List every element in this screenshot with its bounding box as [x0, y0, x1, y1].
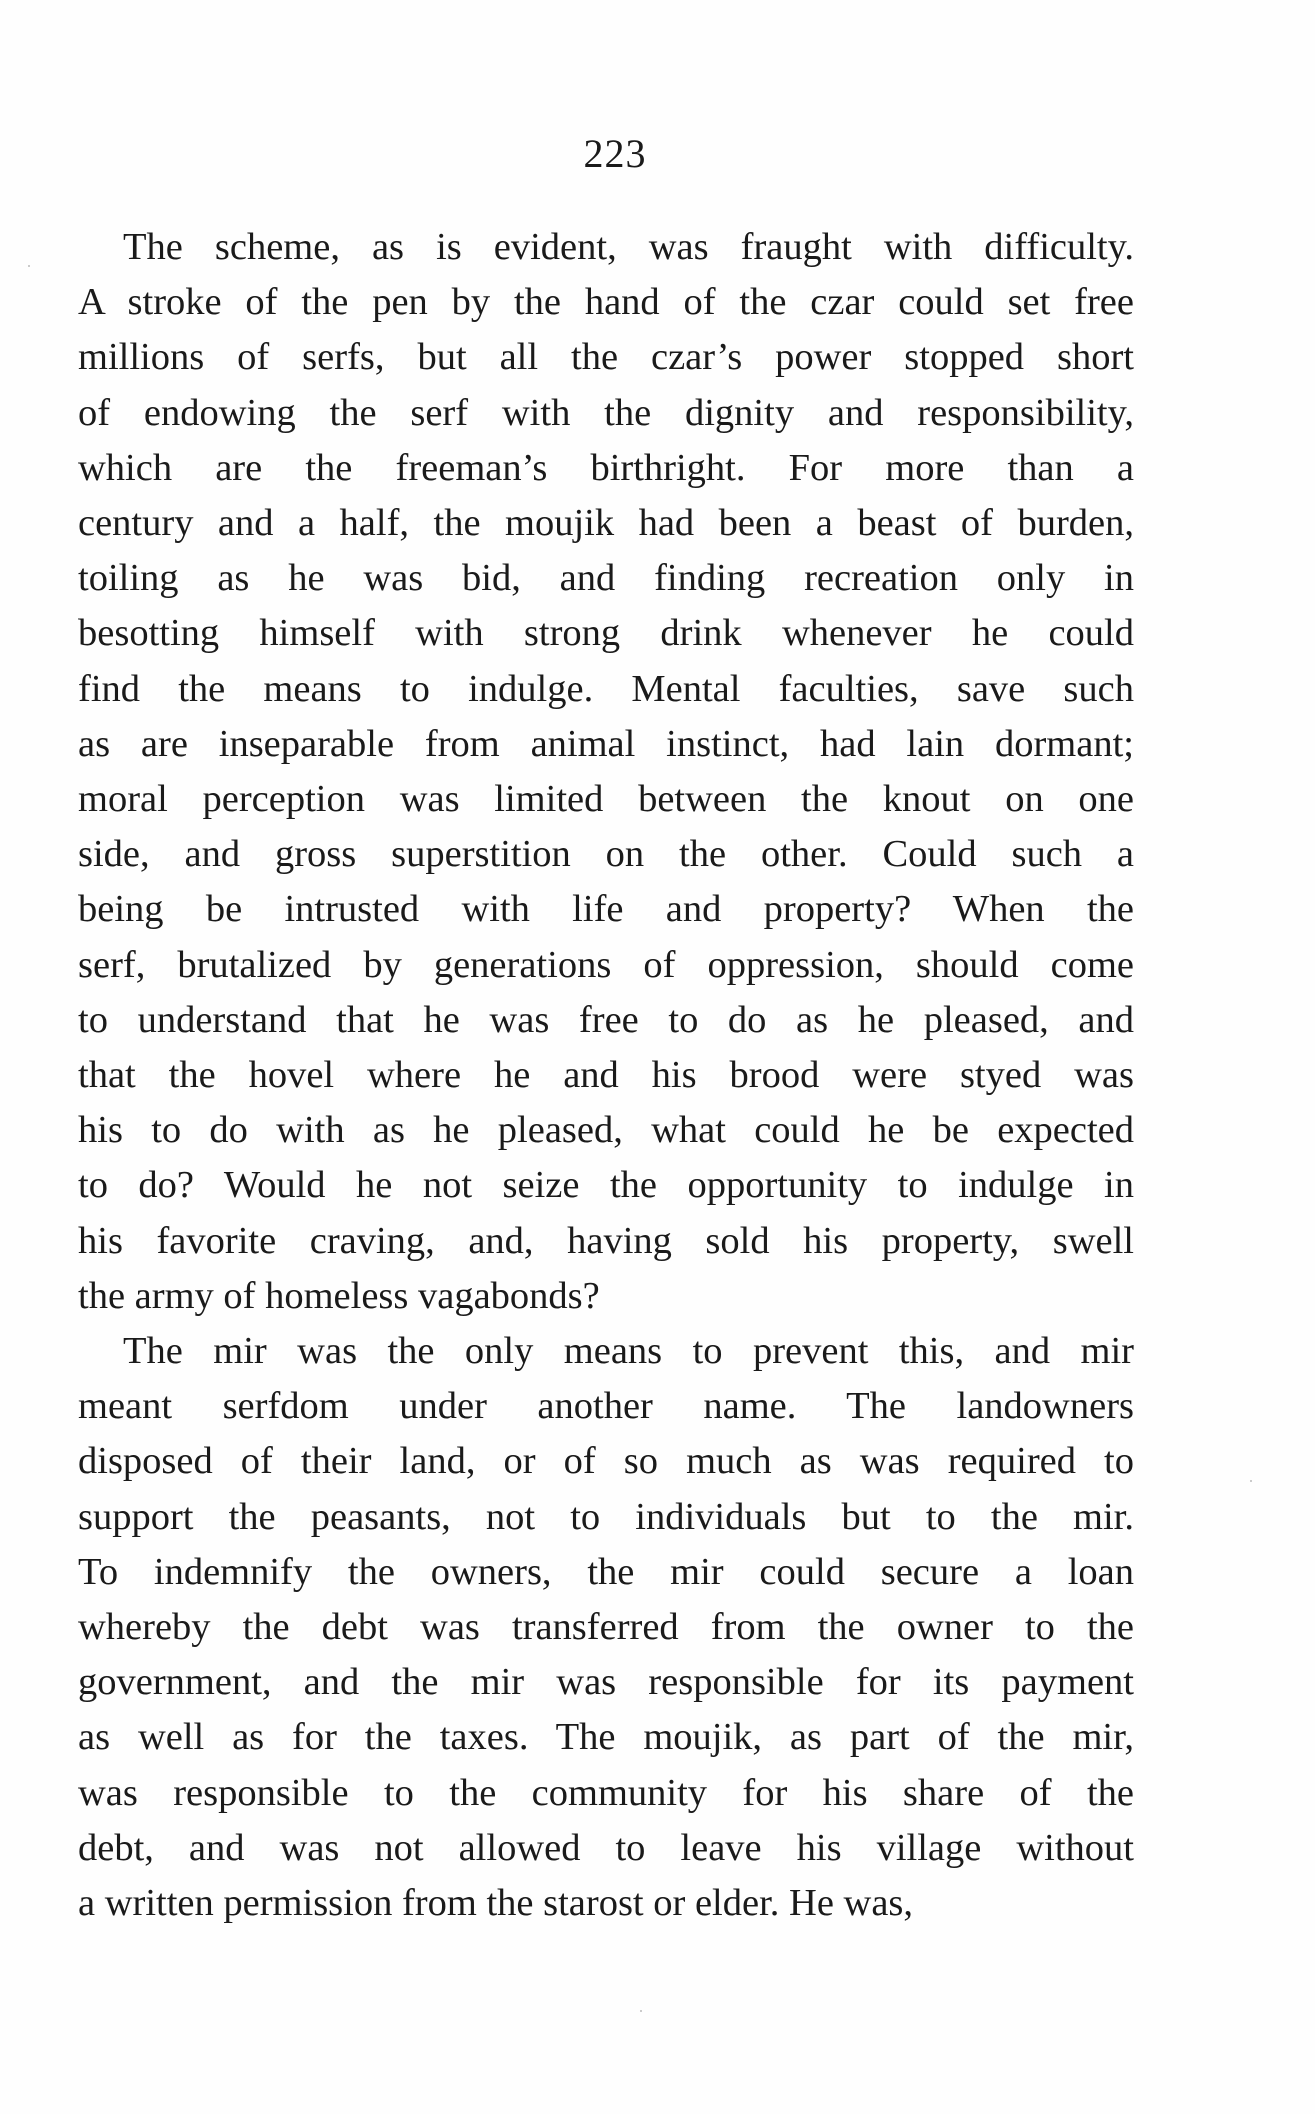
- text-line: to understand that he was free to do as he pleased, and: [78, 998, 1134, 1041]
- text-line: his to do with as he pleased, what could he be expected: [78, 1109, 1134, 1152]
- paper-speck: [1250, 1480, 1252, 1482]
- text-line: side, and gross superstition on the other. Could such a: [78, 833, 1134, 876]
- text-line: debt, and was not allowed to leave his village without: [78, 1826, 1134, 1869]
- text-line: disposed of their land, or of so much as was required to: [78, 1440, 1134, 1483]
- text-line: government, and the mir was responsible for its payment: [78, 1661, 1134, 1704]
- text-line: the army of homeless vagabonds?: [78, 1274, 600, 1317]
- text-line: A stroke of the pen by the hand of the czar could set free: [78, 281, 1134, 324]
- text-line: moral perception was limited between the knout on one: [78, 778, 1134, 821]
- text-line: To indemnify the owners, the mir could secure a loan: [78, 1550, 1134, 1593]
- text-line: toiling as he was bid, and finding recreation only in: [78, 557, 1134, 600]
- text-line: besotting himself with strong drink whenever he could: [78, 612, 1134, 655]
- paragraph: [78, 1324, 1134, 1931]
- text-line: support the peasants, not to individuals but to the mir.: [78, 1495, 1134, 1538]
- text-line: being be intrusted with life and property? When the: [78, 888, 1134, 931]
- text-line: as well as for the taxes. The moujik, as part of the mir,: [78, 1716, 1134, 1759]
- text-line: that the hovel where he and his brood were styed was: [78, 1054, 1134, 1097]
- text-line: as are inseparable from animal instinct, had lain dormant;: [78, 722, 1134, 765]
- text-line: of endowing the serf with the dignity and responsibility,: [78, 391, 1134, 434]
- text-line: millions of serfs, but all the czar’s power stopped short: [78, 336, 1134, 379]
- text-line: find the means to indulge. Mental faculties, save such: [78, 667, 1134, 710]
- text-line: century and a half, the moujik had been a beast of burden,: [78, 502, 1134, 545]
- text-line: meant serfdom under another name. The landowners: [78, 1385, 1134, 1428]
- paper-speck: [640, 2010, 642, 2012]
- page-number: 223: [583, 131, 647, 176]
- text-line: to do? Would he not seize the opportunity to indulge in: [78, 1164, 1134, 1207]
- paragraph: [78, 220, 1134, 1324]
- text-line: whereby the debt was transferred from the owner to the: [78, 1606, 1134, 1649]
- text-line: was responsible to the community for his share of the: [78, 1771, 1134, 1814]
- text-line: which are the freeman’s birthright. For more than a: [78, 446, 1134, 489]
- body-text: [78, 220, 1134, 1931]
- text-line: his favorite craving, and, having sold his property, swell: [78, 1219, 1134, 1262]
- text-line: serf, brutalized by generations of oppression, should come: [78, 943, 1134, 986]
- text-line: The scheme, as is evident, was fraught with difficulty.: [123, 226, 1134, 268]
- text-line: a written permission from the starost or elder. He was,: [78, 1882, 914, 1925]
- text-line: The mir was the only means to prevent this, and mir: [123, 1330, 1134, 1373]
- paper-speck: [28, 265, 30, 267]
